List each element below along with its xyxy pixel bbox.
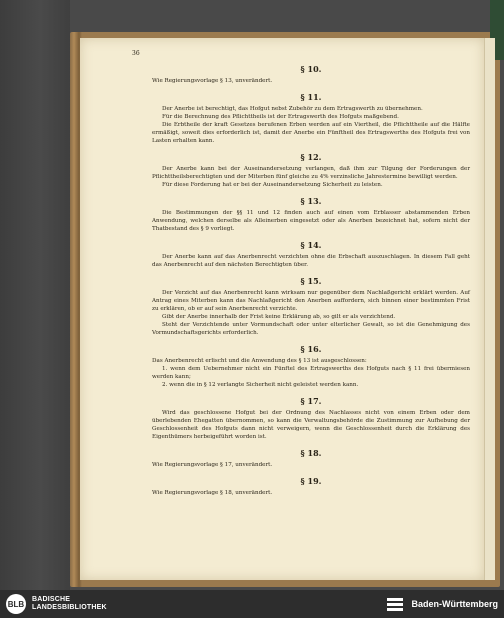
- page-content: [152, 60, 470, 497]
- paragraph: Wie Regierungsvorlage § 13, unverändert.: [152, 78, 273, 84]
- section-heading: § 15.: [300, 276, 322, 286]
- section-heading: § 14.: [300, 240, 322, 250]
- list-item: 2. wenn die in § 12 verlangte Sicherheit nicht geleistet werden kann.: [162, 382, 359, 388]
- section-heading: § 13.: [300, 196, 322, 206]
- blb-name: [32, 596, 107, 612]
- bw-logo-link[interactable]: [385, 595, 504, 613]
- section-heading: § 10.: [300, 64, 322, 74]
- paragraph: Das Anerbenrecht erlischt und die Anwendung des § 13 ist ausgeschlossen:: [152, 358, 367, 364]
- section-heading: § 18.: [300, 448, 322, 458]
- paragraph: Wie Regierungsvorlage § 17, unverändert.: [152, 462, 273, 468]
- bw-name: Baden-Württemberg: [411, 599, 498, 609]
- scanned-page: [80, 38, 484, 580]
- paragraph: Wird das geschlossene Hofgut bei der Ordnung des Nachlasses nicht von einem Erben oder dem überlebenden Ehegatten übernommen, so kann die Verwaltungsbehörde die Zustimmung zur Aufhebung der Geschlossenheit des Hofguts dann nicht verweigern, wenn die Geschlossenheit durch die Erklärung des Eigenthümers herbeigeführt worden ist.: [152, 410, 470, 440]
- section-heading: § 16.: [300, 344, 322, 354]
- paragraph: Die Bestimmungen der §§ 11 und 12 finden auch auf einen vom Erblasser abstammenden Erben Anwendung, welchen derselbe als Alleinerben eingesetzt oder als Anerben bezeichnet hat, sofern nicht der Thatbestand des § 9 vorliegt.: [152, 210, 470, 232]
- blb-line2: LANDESBIBLIOTHEK: [32, 604, 107, 611]
- paragraph: Für die Berechnung des Pflichttheils ist der Ertragswerth des Hofguts maßgebend.: [162, 114, 399, 120]
- section-heading: § 17.: [300, 396, 322, 406]
- footer-bar: [0, 590, 504, 618]
- paragraph: Wie Regierungsvorlage § 18, unverändert.: [152, 490, 273, 496]
- page-number: 36: [132, 50, 140, 57]
- paragraph: Der Anerbe kann bei der Auseinandersetzung verlangen, daß ihm zur Tilgung der Forderungen der Pflichttheilsberechtigten und der Miterben fünf gleiche zu 4% verzinsliche Jahrestermine bewilligt werden.: [152, 166, 470, 180]
- blb-line1: BADISCHE: [32, 596, 71, 603]
- section-heading: § 12.: [300, 152, 322, 162]
- paragraph: Der Verzicht auf das Anerbenrecht kann wirksam nur gegenüber dem Nachlaßgericht erklärt werden. Auf Antrag eines Miterben kann das Nachlaßgericht den Anerben auffordern, sich binnen einer bestimmten Frist zu erklären, ob er auf sein Anerbenrecht verzichte.: [152, 290, 470, 312]
- paragraph: Für diese Forderung hat er bei der Auseinandersetzung Sicherheit zu leisten.: [162, 182, 383, 188]
- page-edge: [484, 38, 495, 580]
- section-heading: § 11.: [300, 92, 322, 102]
- paragraph: Der Anerbe kann auf das Anerbenrecht verzichten ohne die Erbschaft auszuschlagen. In diesem Fall geht das Anerbenrecht auf den nächsten Berechtigten über.: [152, 254, 470, 268]
- paragraph: Der Anerbe ist berechtigt, das Hofgut nebst Zubehör zu dem Ertragswerth zu übernehmen.: [162, 106, 423, 112]
- blb-logo-link[interactable]: [0, 594, 107, 614]
- bw-lions-icon: [385, 595, 405, 613]
- paragraph: Gibt der Anerbe innerhalb der Frist keine Erklärung ab, so gilt er als verzichtend.: [162, 314, 396, 320]
- blb-badge-icon: BLB: [6, 594, 26, 614]
- list-item: 1. wenn dem Uebernehmer nicht ein Fünftel des Ertragswerths des Hofguts nach § 11 frei übermiesen werden kann;: [152, 366, 470, 380]
- section-heading: § 19.: [300, 476, 322, 486]
- scan-background: [0, 0, 70, 590]
- paragraph: Die Erbtheile der kraft Gesetzes berufenen Erben werden auf ein Viertheil, die Pflichttheile auf die Hälfte ermäßigt, soweit dies erforderlich ist, damit der Anerbe ein Fünftheil des Ertragswerths des Hofguts frei von Lasten erhalten kann.: [152, 122, 470, 144]
- paragraph: Steht der Verzichtende unter Vormundschaft oder unter elterlicher Gewalt, so ist die Genehmigung des Vormundschaftsgerichts erforderlich.: [152, 322, 470, 336]
